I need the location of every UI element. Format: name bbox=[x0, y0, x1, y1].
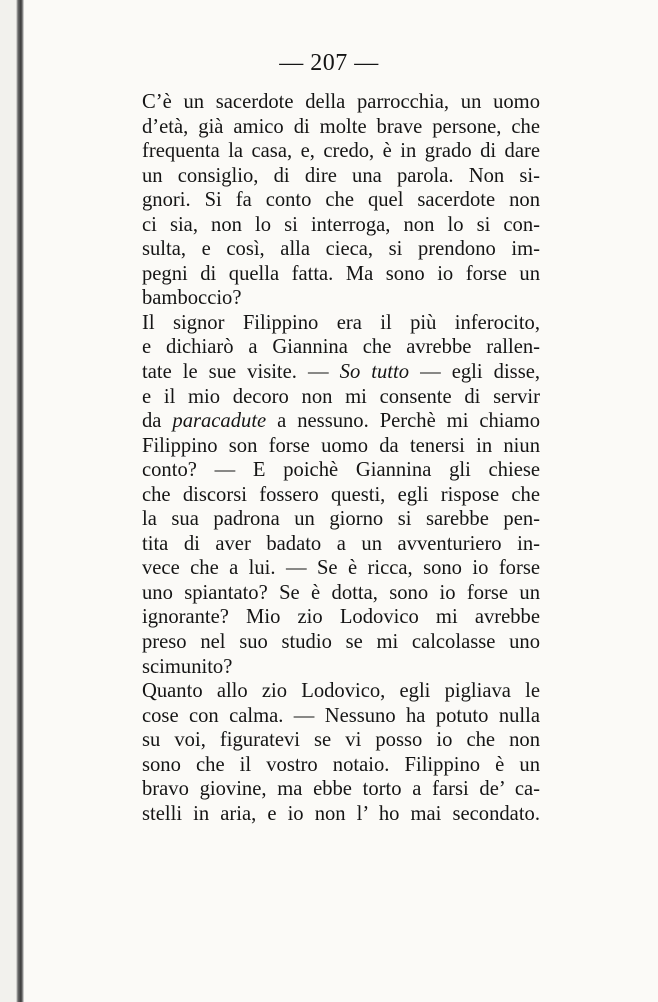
text-run: scimunito? bbox=[142, 655, 233, 678]
text-line bbox=[142, 213, 540, 238]
text-line bbox=[142, 777, 540, 802]
text-run: uno spiantato? Se è dotta, sono io forse un bbox=[142, 581, 540, 604]
text-run: Quanto allo zio Lodovico, egli pigliava le bbox=[142, 680, 540, 703]
text-run: Filippino son forse uomo da tenersi in niun bbox=[142, 434, 540, 457]
text-line bbox=[142, 286, 540, 311]
text-line bbox=[142, 311, 540, 336]
text-run: preso nel suo studio se mi calcolasse uno bbox=[142, 631, 540, 654]
text-line bbox=[142, 802, 540, 827]
text-line bbox=[142, 237, 540, 262]
page-number: — 207 — bbox=[279, 50, 379, 76]
text-run: cose con calma. — Nessuno ha potuto nulla bbox=[142, 704, 540, 727]
text-run: bravo giovine, ma ebbe torto a farsi de’ ca- bbox=[142, 778, 540, 801]
text-line bbox=[142, 360, 540, 385]
text-run: la sua padrona un giorno si sarebbe pen- bbox=[142, 508, 540, 531]
text-run: sono che il vostro notaio. Filippino è un bbox=[142, 753, 540, 776]
text-line bbox=[142, 581, 540, 606]
text-run: su voi, figuratevi se vi posso io che non bbox=[142, 729, 540, 752]
text-line bbox=[142, 679, 540, 704]
text-run: e dichiarò a Giannina che avrebbe rallen- bbox=[142, 336, 540, 359]
italic-phrase: So tutto bbox=[339, 361, 410, 384]
text-run: d’età, già amico di molte brave persone, che bbox=[142, 115, 540, 138]
text-line bbox=[142, 458, 540, 483]
italic-phrase: paracadute bbox=[172, 410, 267, 433]
text-line bbox=[142, 262, 540, 287]
text-run: da bbox=[142, 410, 173, 433]
text-run: pegni di quella fatta. Ma sono io forse un bbox=[142, 262, 540, 285]
text-line bbox=[142, 753, 540, 778]
text-run: bamboccio? bbox=[142, 287, 242, 310]
text-line bbox=[142, 385, 540, 410]
text-line bbox=[142, 483, 540, 508]
text-run: Il signor Filippino era il più inferocito, bbox=[142, 311, 540, 334]
text-run: sulta, e così, alla cieca, si prendono im- bbox=[142, 238, 540, 261]
text-run: gnori. Si fa conto che quel sacerdote non bbox=[142, 189, 540, 212]
text-line bbox=[142, 556, 540, 581]
text-line bbox=[142, 630, 540, 655]
text-line bbox=[142, 188, 540, 213]
text-line bbox=[142, 605, 540, 630]
text-run: vece che a lui. — Se è ricca, sono io forse bbox=[142, 557, 540, 580]
text-line bbox=[142, 655, 540, 680]
page-binding-edge bbox=[0, 0, 24, 1002]
text-run: ignorante? Mio zio Lodovico mi avrebbe bbox=[142, 606, 540, 629]
text-line bbox=[142, 115, 540, 140]
text-line bbox=[142, 434, 540, 459]
text-run: tita di aver badato a un avventuriero in- bbox=[142, 532, 540, 555]
text-run: stelli in aria, e io non l’ ho mai secondato. bbox=[142, 802, 540, 825]
text-line bbox=[142, 409, 540, 434]
body-text bbox=[142, 90, 540, 826]
text-run: conto? — E poichè Giannina gli chiese bbox=[142, 459, 540, 482]
text-run: ci sia, non lo si interroga, non lo si con- bbox=[142, 213, 540, 236]
text-run: a nessuno. Perchè mi chiamo bbox=[266, 410, 540, 433]
text-line bbox=[142, 507, 540, 532]
text-line bbox=[142, 704, 540, 729]
text-run: un consiglio, di dire una parola. Non si- bbox=[142, 164, 540, 187]
text-line bbox=[142, 139, 540, 164]
text-line bbox=[142, 335, 540, 360]
text-line bbox=[142, 728, 540, 753]
text-run: C’è un sacerdote della parrocchia, un uomo bbox=[142, 91, 540, 113]
text-line bbox=[142, 90, 540, 115]
text-run: tate le sue visite. — bbox=[142, 361, 340, 384]
text-run: frequenta la casa, e, credo, è in grado di dare bbox=[142, 140, 540, 163]
text-run: e il mio decoro non mi consente di servir bbox=[142, 385, 540, 408]
text-line bbox=[142, 164, 540, 189]
text-run: che discorsi fossero questi, egli rispose che bbox=[142, 483, 540, 506]
text-run: — egli disse, bbox=[409, 361, 540, 384]
text-line bbox=[142, 532, 540, 557]
